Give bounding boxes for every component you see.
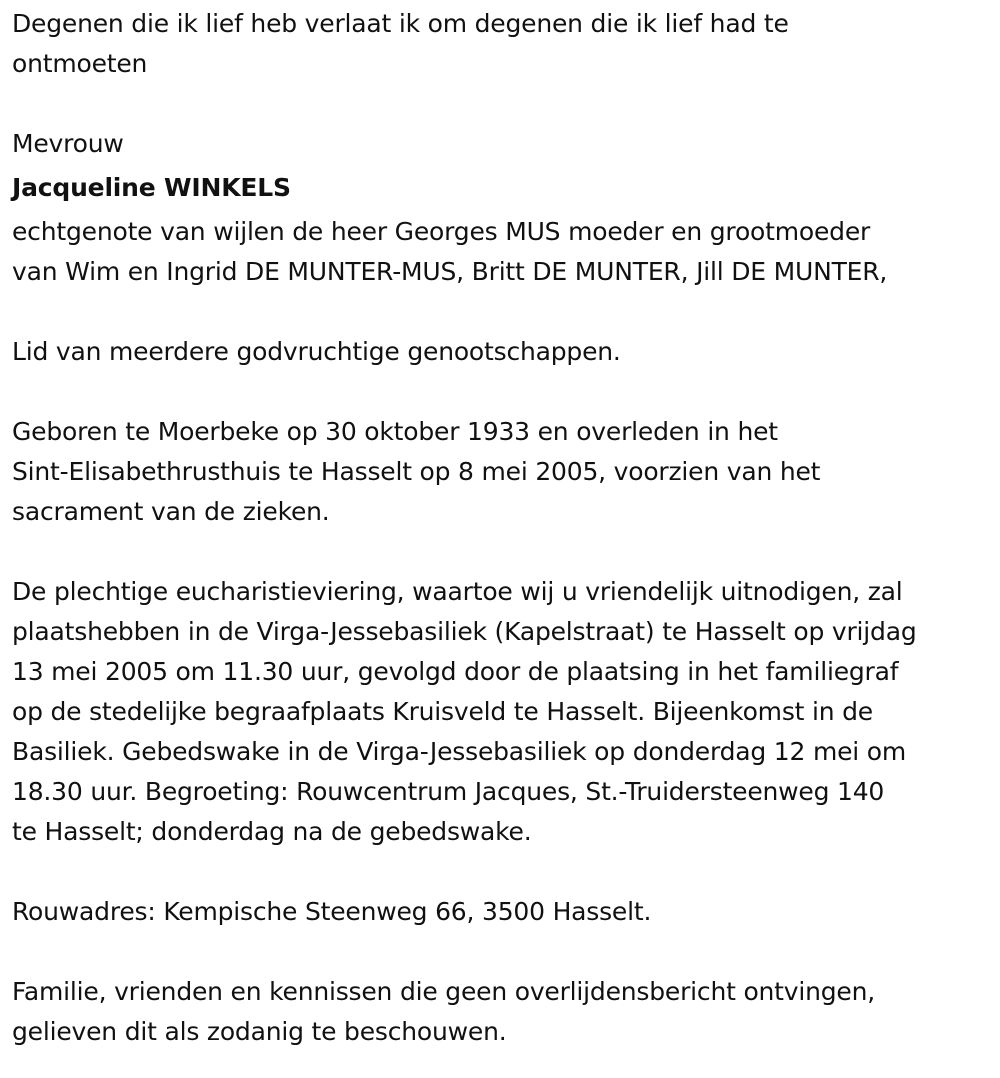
closing-note [12, 972, 990, 1052]
intro-quote [12, 4, 990, 84]
birth-death-line: Sint-Elisabethrusthuis te Hasselt op 8 mei 2005, voorzien van het [12, 457, 821, 486]
intro-line: Degenen die ik lief heb verlaat ik om degenen die ik lief had te [12, 9, 789, 38]
ceremony-line: te Hasselt; donderdag na de gebedswake. [12, 817, 532, 846]
spacer [12, 84, 990, 124]
relation-line: van Wim en Ingrid DE MUNTER-MUS, Britt DE MUNTER, Jill DE MUNTER, [12, 257, 888, 286]
spacer [12, 292, 990, 332]
ceremony-info [12, 572, 990, 852]
intro-line: ontmoeten [12, 49, 148, 78]
spacer [12, 852, 990, 892]
salutation: Mevrouw [12, 129, 124, 158]
birth-death-info [12, 412, 990, 532]
spacer [12, 532, 990, 572]
birth-death-line: sacrament van de zieken. [12, 497, 330, 526]
ceremony-line: De plechtige eucharistieviering, waartoe wij u vriendelijk uitnodigen, zal [12, 577, 903, 606]
ceremony-line: plaatshebben in de Virga-Jessebasiliek (Kapelstraat) te Hasselt op vrijdag [12, 617, 917, 646]
ceremony-line: op de stedelijke begraafplaats Kruisveld te Hasselt. Bijeenkomst in de [12, 697, 873, 726]
spacer [12, 372, 990, 412]
membership-text: Lid van meerdere godvruchtige genootschappen. [12, 337, 621, 366]
ceremony-line: 13 mei 2005 om 11.30 uur, gevolgd door de plaatsing in het familiegraf [12, 657, 899, 686]
mourning-address: Rouwadres: Kempische Steenweg 66, 3500 Hasselt. [12, 897, 652, 926]
ceremony-line: Basiliek. Gebedswake in de Virga-Jessebasiliek op donderdag 12 mei om [12, 737, 907, 766]
spacer [12, 932, 990, 972]
relation-line: echtgenote van wijlen de heer Georges MUS moeder en grootmoeder [12, 217, 871, 246]
deceased-name: Jacqueline WINKELS [12, 173, 291, 202]
closing-line: Familie, vrienden en kennissen die geen overlijdensbericht ontvingen, [12, 977, 876, 1006]
family-relation [12, 212, 990, 292]
closing-line: gelieven dit als zodanig te beschouwen. [12, 1017, 507, 1046]
ceremony-line: 18.30 uur. Begroeting: Rouwcentrum Jacques, St.-Truidersteenweg 140 [12, 777, 885, 806]
birth-death-line: Geboren te Moerbeke op 30 oktober 1933 en overleden in het [12, 417, 778, 446]
